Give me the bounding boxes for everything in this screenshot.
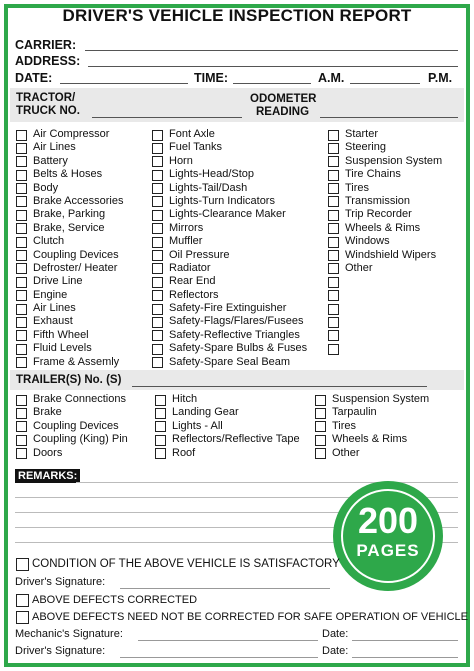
checkbox[interactable] — [152, 183, 163, 194]
checkbox[interactable] — [328, 210, 339, 221]
checklist-item-label: Coupling Devices — [33, 419, 119, 432]
checklist-item[interactable] — [16, 356, 123, 369]
checklist-item[interactable] — [328, 235, 442, 248]
checklist-item[interactable] — [328, 168, 442, 181]
time-label: TIME: — [194, 71, 229, 85]
defects-corrected-label: ABOVE DEFECTS CORRECTED — [32, 594, 198, 606]
checklist-item[interactable] — [155, 433, 300, 446]
checkbox[interactable] — [16, 196, 27, 207]
checklist-item-label: Landing Gear — [172, 406, 239, 419]
checkbox[interactable] — [152, 344, 163, 355]
remarks-label: REMARKS: — [15, 469, 80, 483]
checklist-item-label: Mirrors — [169, 221, 204, 234]
checklist-item[interactable] — [16, 249, 123, 262]
checklist-item[interactable] — [315, 433, 429, 446]
checklist-item-label: Horn — [169, 154, 193, 167]
checklist-item-label: Lights-Tail/Dash — [169, 181, 248, 194]
satisfactory-label: CONDITION OF THE ABOVE VEHICLE IS SATISFACTORY — [32, 558, 340, 570]
checklist-item-label: Belts & Hoses — [33, 168, 103, 181]
checklist-item-label: Doors — [33, 446, 63, 459]
checklist-item[interactable] — [16, 420, 128, 433]
checklist-item[interactable] — [152, 315, 307, 328]
checklist-item-label: Oil Pressure — [169, 248, 230, 261]
checklist-item-label: Transmission — [345, 194, 410, 207]
checklist-item[interactable] — [328, 141, 442, 154]
tractor-checklist-col2 — [152, 128, 307, 369]
checklist-item[interactable] — [152, 182, 307, 195]
checkbox[interactable] — [328, 143, 339, 154]
checklist-item[interactable] — [16, 208, 123, 221]
checklist-item[interactable] — [16, 195, 123, 208]
checklist-item-label: Suspension System — [332, 393, 430, 405]
checkbox[interactable] — [16, 395, 27, 406]
checklist-item-label: Exhaust — [33, 315, 73, 328]
checklist-item[interactable] — [16, 289, 123, 302]
am-label: A.M. — [318, 71, 345, 85]
checklist-item-label: Lights-Turn Indicators — [169, 194, 275, 207]
checklist-item[interactable] — [16, 275, 123, 288]
checkbox[interactable] — [16, 277, 27, 288]
checkbox[interactable] — [152, 223, 163, 234]
checklist-item-label: Battery — [33, 154, 68, 167]
checklist-item[interactable] — [152, 342, 307, 355]
checklist-item-label: Air Lines — [33, 302, 76, 315]
checklist-item[interactable] — [152, 275, 307, 288]
mechanic-date-field[interactable] — [352, 640, 458, 641]
checklist-item[interactable] — [152, 235, 307, 248]
checklist-item-label: Tires — [345, 181, 370, 194]
checklist-item[interactable] — [328, 249, 442, 262]
checklist-item[interactable] — [16, 168, 123, 181]
defects-corrected-checkbox[interactable] — [16, 594, 29, 607]
checklist-item[interactable] — [328, 195, 442, 208]
checklist-item[interactable] — [16, 262, 123, 275]
checklist-item-label: Wheels & Rims — [345, 221, 421, 234]
defects-not-needed-label: ABOVE DEFECTS NEED NOT BE CORRECTED FOR SAFE OPERATION OF VEHICLE — [32, 611, 468, 623]
checklist-item[interactable] — [328, 222, 442, 235]
checkbox[interactable] — [16, 170, 27, 181]
checklist-item[interactable] — [328, 329, 442, 342]
checklist-item[interactable] — [328, 128, 442, 141]
checklist-item[interactable] — [155, 406, 300, 419]
trailer-no-field[interactable] — [132, 386, 427, 387]
checkbox[interactable] — [328, 304, 339, 315]
checklist-item[interactable] — [152, 155, 307, 168]
checkbox[interactable] — [152, 290, 163, 301]
checklist-item[interactable] — [16, 315, 123, 328]
checkbox[interactable] — [16, 421, 27, 432]
checklist-item-label: Engine — [33, 288, 68, 301]
checklist-item-label: Wheels & Rims — [332, 433, 408, 446]
checkbox[interactable] — [315, 395, 326, 406]
checklist-item[interactable] — [16, 433, 128, 446]
checklist-item[interactable] — [155, 420, 300, 433]
checklist-item[interactable] — [152, 168, 307, 181]
mechanic-date-label: Date: — [322, 628, 349, 640]
checklist-item-label: Reflectors/Reflective Tape — [172, 433, 300, 446]
checkbox[interactable] — [328, 277, 339, 288]
checkbox[interactable] — [16, 250, 27, 261]
checkbox[interactable] — [328, 183, 339, 194]
pm-label: P.M. — [428, 71, 453, 85]
mechanic-signature-field[interactable] — [138, 640, 318, 641]
checkbox[interactable] — [16, 317, 27, 328]
checkbox[interactable] — [315, 408, 326, 419]
checklist-item[interactable] — [16, 155, 123, 168]
checklist-item-label: Hitch — [172, 393, 198, 405]
time-field[interactable] — [233, 83, 311, 84]
checklist-item-label: Brake, Parking — [33, 208, 106, 221]
mechanic-signature-label: Mechanic's Signature: — [15, 628, 123, 640]
checkbox[interactable] — [16, 210, 27, 221]
checklist-item[interactable] — [328, 302, 442, 315]
checklist-item-label: Brake — [33, 406, 62, 419]
checklist-item-label: Tires — [332, 419, 357, 432]
checkbox[interactable] — [152, 277, 163, 288]
checklist-item[interactable] — [16, 406, 128, 419]
checkbox[interactable] — [16, 304, 27, 315]
checkbox[interactable] — [328, 250, 339, 261]
tractor-checklist-col1 — [16, 128, 123, 369]
checklist-item-label: Safety-Flags/Flares/Fusees — [169, 315, 304, 328]
checklist-item[interactable] — [152, 262, 307, 275]
carrier-label: CARRIER: — [15, 38, 77, 52]
checkbox[interactable] — [155, 448, 166, 459]
trailer-label: TRAILER(S) No. (S) — [16, 374, 122, 386]
checkbox[interactable] — [328, 330, 339, 341]
checkbox[interactable] — [152, 263, 163, 274]
checkbox[interactable] — [152, 130, 163, 141]
checkbox[interactable] — [152, 237, 163, 248]
checklist-item-label: Drive Line — [33, 275, 83, 288]
checklist-item[interactable] — [328, 262, 442, 275]
checklist-item-label: Other — [332, 446, 360, 459]
checklist-item-label: Brake, Service — [33, 221, 105, 234]
checklist-item[interactable] — [16, 329, 123, 342]
checkbox[interactable] — [155, 408, 166, 419]
checkbox[interactable] — [16, 357, 27, 368]
driver-signature-2-field[interactable] — [120, 657, 318, 658]
truck-no-label: TRUCK NO. — [16, 105, 80, 117]
checklist-item-label: Roof — [172, 446, 196, 459]
checklist-item-label: Starter — [345, 128, 379, 140]
checkbox[interactable] — [328, 263, 339, 274]
checkbox[interactable] — [155, 395, 166, 406]
checklist-item-label: Other — [345, 261, 373, 274]
checklist-item-label: Air Lines — [33, 141, 76, 154]
driver-signature-2-label: Driver's Signature: — [15, 645, 106, 657]
date-field[interactable] — [60, 83, 188, 84]
driver-date-label: Date: — [322, 645, 349, 657]
checklist-item-label: Tarpaulin — [332, 406, 377, 419]
satisfactory-checkbox[interactable] — [16, 558, 29, 571]
checkbox[interactable] — [328, 196, 339, 207]
checklist-item[interactable] — [152, 195, 307, 208]
checklist-item-label: Coupling (King) Pin — [33, 433, 128, 446]
checklist-item-label: Steering — [345, 141, 386, 154]
checklist-item-label: Fluid Levels — [33, 342, 92, 355]
checklist-item-label: Lights-Clearance Maker — [169, 208, 286, 221]
checklist-item[interactable] — [155, 393, 300, 406]
checklist-item-label: Clutch — [33, 235, 65, 248]
checklist-item[interactable] — [152, 302, 307, 315]
checkbox[interactable] — [328, 130, 339, 141]
checklist-item[interactable] — [152, 128, 307, 141]
checklist-item[interactable] — [315, 393, 429, 406]
driver-date-field[interactable] — [352, 657, 458, 658]
checklist-item-label: Safety-Spare Seal Beam — [169, 355, 291, 368]
checklist-item[interactable] — [152, 329, 307, 342]
checklist-item-label: Radiator — [169, 261, 211, 274]
checklist-item[interactable] — [16, 393, 128, 406]
checkbox[interactable] — [16, 435, 27, 446]
checklist-item-label: Windows — [345, 235, 390, 248]
checklist-item-label: Font Axle — [169, 128, 215, 140]
checkbox[interactable] — [16, 290, 27, 301]
checklist-item[interactable] — [152, 208, 307, 221]
checklist-item[interactable] — [315, 447, 429, 460]
checkbox[interactable] — [16, 448, 27, 459]
trailer-checklist-col2 — [155, 393, 300, 460]
checklist-item[interactable] — [328, 342, 442, 355]
checklist-item-label: Defroster/ Heater — [33, 261, 118, 274]
checkbox[interactable] — [16, 223, 27, 234]
checklist-item[interactable] — [16, 182, 123, 195]
tractor-checklist-col3 — [328, 128, 442, 356]
checkbox[interactable] — [16, 330, 27, 341]
checklist-item-label: Brake Accessories — [33, 194, 124, 207]
checkbox[interactable] — [152, 170, 163, 181]
checkbox[interactable] — [328, 156, 339, 167]
checklist-item-label: Safety-Spare Bulbs & Fuses — [169, 342, 308, 355]
checklist-item-label: Lights-Head/Stop — [169, 168, 254, 181]
checklist-item-label: Air Compressor — [33, 128, 110, 140]
checkbox[interactable] — [328, 317, 339, 328]
checkbox[interactable] — [152, 304, 163, 315]
checkbox[interactable] — [315, 421, 326, 432]
checklist-item[interactable] — [16, 141, 123, 154]
driver-signature-label: Driver's Signature: — [15, 576, 106, 588]
truck-no-field[interactable] — [92, 117, 242, 118]
driver-signature-field[interactable] — [120, 588, 330, 589]
checklist-item[interactable] — [16, 302, 123, 315]
checklist-item[interactable] — [328, 289, 442, 302]
trailer-checklist-col1 — [16, 393, 128, 460]
badge-text: PAGES — [356, 541, 420, 560]
checklist-item[interactable] — [152, 141, 307, 154]
checklist-item-label: Muffler — [169, 235, 203, 248]
checklist-item[interactable] — [16, 447, 128, 460]
checklist-item-label: Tire Chains — [345, 168, 401, 181]
checklist-item[interactable] — [152, 289, 307, 302]
checklist-item[interactable] — [16, 235, 123, 248]
page-count-badge — [333, 481, 443, 591]
tractor-label: TRACTOR/ — [16, 92, 76, 104]
checklist-item-label: Fifth Wheel — [33, 328, 89, 341]
checkbox[interactable] — [328, 170, 339, 181]
checklist-item-label: Lights - All — [172, 419, 223, 432]
checkbox[interactable] — [152, 330, 163, 341]
checkbox[interactable] — [315, 435, 326, 446]
checklist-item[interactable] — [315, 406, 429, 419]
checklist-item-label: Frame & Assemly — [33, 355, 120, 368]
checklist-item-label: Body — [33, 181, 59, 194]
checklist-item-label: Rear End — [169, 275, 216, 288]
checkbox[interactable] — [16, 143, 27, 154]
defects-not-needed-checkbox[interactable] — [16, 611, 29, 624]
odometer-field[interactable] — [320, 117, 458, 118]
checkbox[interactable] — [152, 196, 163, 207]
checkbox[interactable] — [152, 250, 163, 261]
checklist-item-label: Windshield Wipers — [345, 248, 437, 261]
address-field[interactable] — [88, 66, 458, 67]
checklist-item-label: Safety-Fire Extinguisher — [169, 302, 287, 315]
pm-field[interactable] — [350, 83, 420, 84]
checklist-item[interactable] — [16, 222, 123, 235]
badge-number: 200 — [357, 500, 419, 541]
checklist-item-label: Safety-Reflective Triangles — [169, 328, 300, 341]
checkbox[interactable] — [155, 421, 166, 432]
checkbox[interactable] — [16, 130, 27, 141]
checkbox[interactable] — [152, 143, 163, 154]
checkbox[interactable] — [152, 156, 163, 167]
checklist-item[interactable] — [155, 447, 300, 460]
date-label: DATE: — [15, 71, 53, 85]
checkbox[interactable] — [328, 237, 339, 248]
checkbox[interactable] — [328, 344, 339, 355]
checklist-item[interactable] — [152, 356, 307, 369]
checklist-item-label: Suspension System — [345, 154, 443, 167]
checkbox[interactable] — [328, 290, 339, 301]
checklist-item-label: Brake Connections — [33, 393, 126, 405]
checklist-item[interactable] — [16, 128, 123, 141]
checkbox[interactable] — [315, 448, 326, 459]
checkbox[interactable] — [16, 156, 27, 167]
checklist-item[interactable] — [328, 155, 442, 168]
checklist-item[interactable] — [152, 222, 307, 235]
checklist-item[interactable] — [16, 342, 123, 355]
checklist-item-label: Trip Recorder — [345, 208, 412, 221]
reading-label: READING — [256, 106, 310, 118]
odometer-label: ODOMETER — [250, 93, 317, 105]
checkbox[interactable] — [16, 237, 27, 248]
checkbox[interactable] — [155, 435, 166, 446]
checklist-item-label: Fuel Tanks — [169, 141, 222, 154]
checkbox[interactable] — [16, 344, 27, 355]
checkbox[interactable] — [16, 263, 27, 274]
checklist-item[interactable] — [315, 420, 429, 433]
checkbox[interactable] — [16, 183, 27, 194]
carrier-field[interactable] — [85, 50, 458, 51]
checklist-item[interactable] — [328, 315, 442, 328]
checkbox[interactable] — [16, 408, 27, 419]
checklist-item[interactable] — [328, 208, 442, 221]
checkbox[interactable] — [152, 210, 163, 221]
trailer-checklist-col3 — [315, 393, 429, 460]
checkbox[interactable] — [152, 357, 163, 368]
checklist-item[interactable] — [328, 275, 442, 288]
report-title: DRIVER'S VEHICLE INSPECTION REPORT — [62, 6, 412, 25]
checklist-item[interactable] — [328, 182, 442, 195]
address-label: ADDRESS: — [15, 54, 81, 68]
checklist-item-label: Coupling Devices — [33, 248, 119, 261]
checklist-item[interactable] — [152, 249, 307, 262]
checklist-item-label: Reflectors — [169, 288, 219, 301]
checkbox[interactable] — [152, 317, 163, 328]
checkbox[interactable] — [328, 223, 339, 234]
